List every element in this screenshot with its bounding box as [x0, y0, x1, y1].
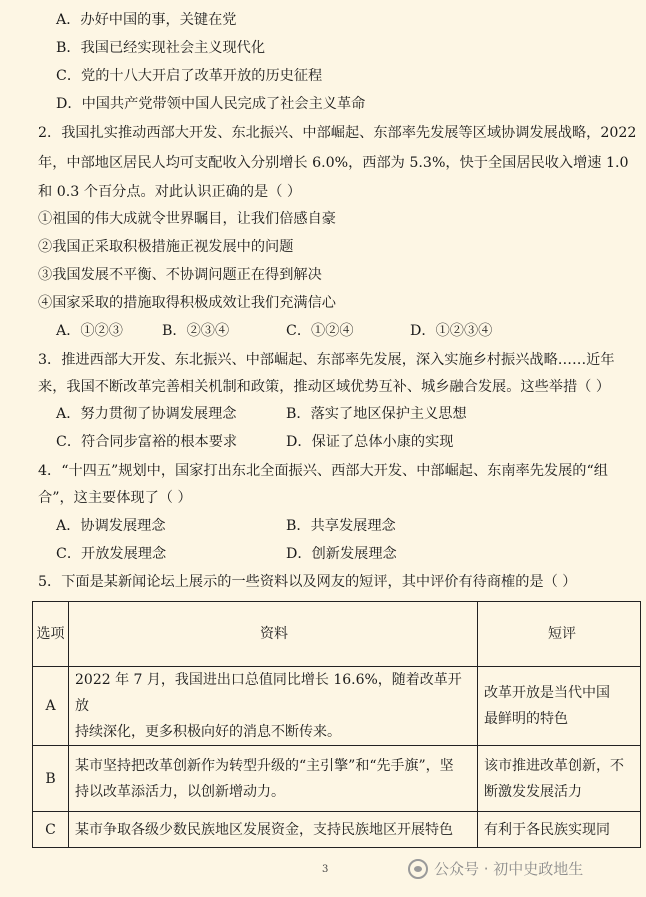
table-header-row	[33, 602, 641, 667]
watermark-text: 公众号 · 初中史政地生	[434, 860, 584, 878]
material-line: 2022 年 7 月，我国进出口总值同比增长 16.6%，随着改革开放	[75, 672, 462, 714]
comment-line: 有利于各民族实现同	[484, 821, 610, 838]
q3-option-b: B．落实了地区保护主义思想	[286, 406, 467, 422]
q4-stem-line-2: 合”，这主要体现了（ ）	[38, 490, 192, 506]
q1-option-c: C．党的十八大开启了改革开放的历史征程	[56, 68, 323, 84]
row-comment	[478, 667, 641, 746]
watermark	[408, 858, 583, 879]
material-line: 某市坚持把改革创新作为转型升级的“主引擎”和“先手旗”，坚	[75, 757, 454, 774]
q1-option-d: D．中国共产党带领中国人民完成了社会主义革命	[56, 96, 366, 112]
table-row	[33, 746, 641, 812]
header-option: 选项	[33, 602, 69, 667]
q4-option-b: B．共享发展理念	[286, 518, 396, 534]
q5-stem: 5．下面是某新闻论坛上展示的一些资料以及网友的短评，其中评价有待商榷的是（ ）	[38, 574, 577, 590]
q1-option-b: B．我国已经实现社会主义现代化	[56, 40, 266, 56]
page-number: 3	[322, 864, 329, 875]
q3-option-a: A．努力贯彻了协调发展理念	[56, 406, 237, 422]
table-row	[33, 812, 641, 848]
q2-option-c: C．①②④	[286, 323, 354, 339]
comment-line: 改革开放是当代中国	[484, 685, 610, 701]
material-line: 持以改革添活力，以创新增动力。	[75, 783, 285, 800]
q5-table	[32, 601, 641, 848]
material-line: 某市争取各级少数民族地区发展资金，支持民族地区开展特色	[75, 821, 453, 838]
row-option: B	[33, 746, 69, 812]
header-comment: 短评	[478, 602, 641, 667]
q2-stem-line-1: 2．我国扎实推动西部大开发、东北振兴、中部崛起、东部率先发展等区域协调发展战略，2022	[38, 125, 637, 141]
q2-option-b: B．②③④	[162, 323, 230, 339]
q2-statement-1: ①祖国的伟大成就令世界瞩目，让我们倍感自豪	[38, 211, 336, 227]
comment-line: 断激发发展活力	[484, 783, 582, 800]
q3-option-d: D．保证了总体小康的实现	[286, 434, 454, 450]
wechat-icon	[408, 859, 428, 879]
material-line: 持续深化，更多积极向好的消息不断传来。	[75, 724, 341, 740]
q3-stem-line-1: 3．推进西部大开发、东北振兴、中部崛起、东部率先发展，深入实施乡村振兴战略……近年	[38, 352, 615, 368]
row-option: A	[33, 667, 69, 746]
q3-option-c: C．符合同步富裕的根本要求	[56, 434, 238, 450]
q2-stem-line-3: 和 0.3 个百分点。对此认识正确的是（ ）	[38, 184, 302, 200]
q4-option-a: A．协调发展理念	[56, 518, 166, 534]
row-material	[69, 667, 478, 746]
q4-option-c: C．开放发展理念	[56, 546, 167, 562]
row-option: C	[33, 812, 69, 848]
row-comment	[478, 746, 641, 812]
header-material: 资料	[69, 602, 478, 667]
table-row	[33, 667, 641, 746]
row-material	[69, 746, 478, 812]
comment-line: 最鲜明的特色	[484, 711, 568, 727]
q2-statement-2: ②我国正采取积极措施正视发展中的问题	[38, 239, 294, 255]
q2-option-d: D．①②③④	[410, 323, 493, 339]
q3-stem-line-2: 来，我国不断改革完善相关机制和政策，推动区域优势互补、城乡融合发展。这些举措（ ）	[38, 379, 611, 395]
q2-statement-3: ③我国发展不平衡、不协调问题正在得到解决	[38, 267, 322, 283]
comment-line: 该市推进改革创新，不	[484, 757, 624, 774]
q4-option-d: D．创新发展理念	[286, 546, 397, 562]
q1-option-a: A．办好中国的事，关键在党	[56, 12, 237, 28]
q4-stem-line-1: 4．“十四五”规划中，国家打出东北全面振兴、西部大开发、中部崛起、东南率先发展的“组	[38, 463, 608, 479]
row-comment	[478, 812, 641, 848]
row-material	[69, 812, 478, 848]
q2-statement-4: ④国家采取的措施取得积极成效让我们充满信心	[38, 295, 336, 311]
q2-stem-line-2: 年，中部地区居民人均可支配收入分别增长 6.0%，西部为 5.3%，快于全国居民收入增速 1.0	[38, 155, 629, 171]
q2-option-a: A．①②③	[56, 323, 123, 339]
